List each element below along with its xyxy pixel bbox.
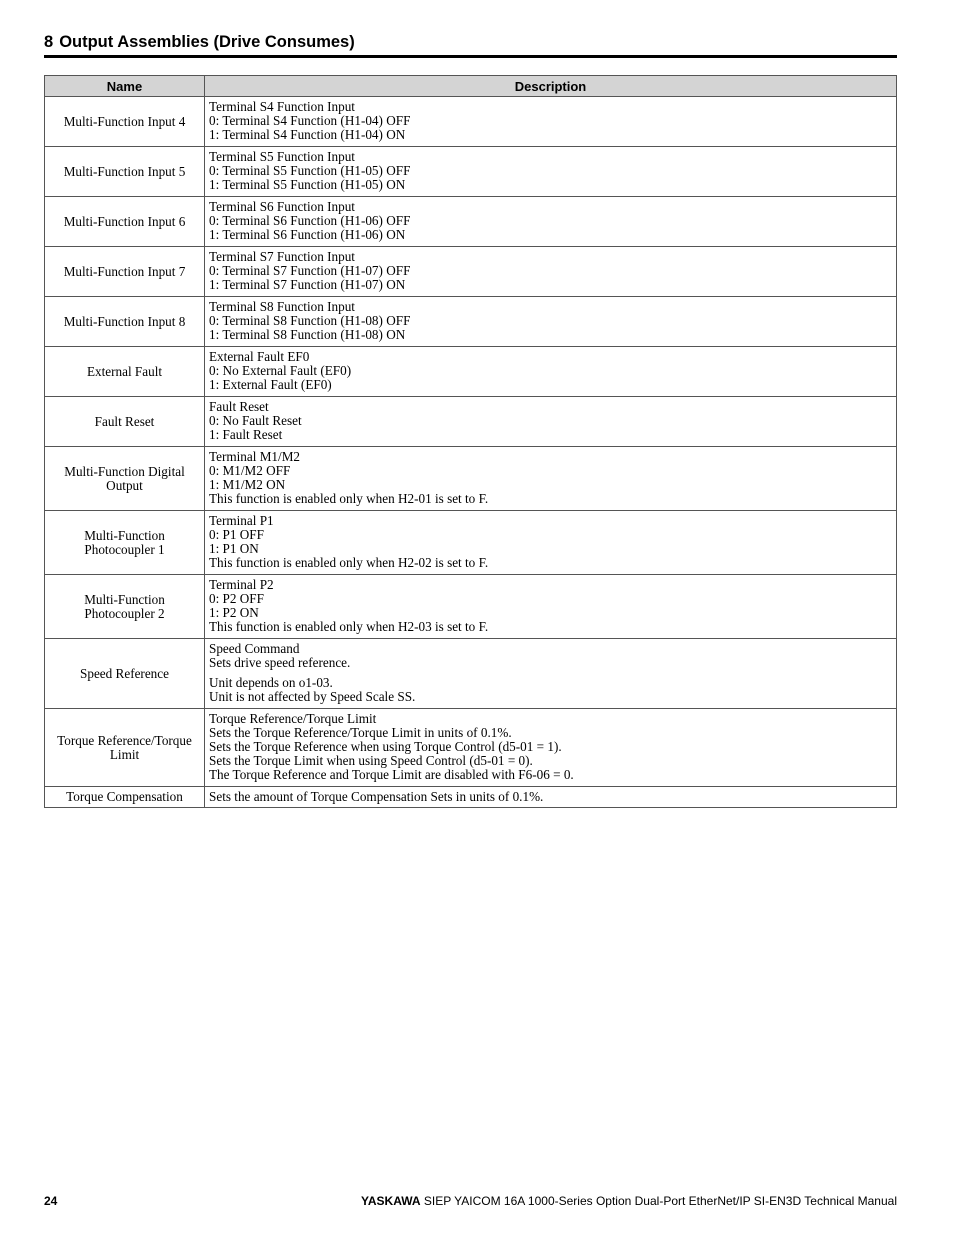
description-line: Terminal S4 Function Input [209, 99, 355, 114]
description-line: 1: Fault Reset [209, 427, 283, 442]
table-row [45, 97, 897, 147]
section-heading [44, 33, 897, 58]
description-line: Sets the Torque Limit when using Speed Control (d5-01 = 0). [209, 753, 533, 768]
description-line: 1: External Fault (EF0) [209, 377, 332, 392]
description-line: Terminal S6 Function Input [209, 199, 355, 214]
row-name: Multi-Function Digital Output [45, 447, 205, 511]
row-description [205, 147, 897, 197]
table-header-row [45, 76, 897, 97]
table-row [45, 347, 897, 397]
table-row [45, 511, 897, 575]
description-line: Unit is not affected by Speed Scale SS. [209, 689, 416, 704]
row-description [205, 247, 897, 297]
section-number: 8 [44, 33, 54, 51]
description-line: 0: Terminal S5 Function (H1-05) OFF [209, 163, 411, 178]
description-line: This function is enabled only when H2-02 is set to F. [209, 555, 489, 570]
row-name: Multi-Function Input 8 [45, 297, 205, 347]
table-row [45, 147, 897, 197]
description-line: 1: Terminal S7 Function (H1-07) ON [209, 277, 406, 292]
description-line: Terminal S8 Function Input [209, 299, 355, 314]
description-line: 1: P2 ON [209, 605, 259, 620]
manual-title [361, 1194, 897, 1208]
description-line: Sets the Torque Reference/Torque Limit in units of 0.1%. [209, 725, 512, 740]
table-row [45, 247, 897, 297]
row-description [205, 197, 897, 247]
row-description [205, 575, 897, 639]
manual-name: SIEP YAICOM 16A 1000-Series Option Dual-Port EtherNet/IP SI-EN3D Technical Manual [420, 1194, 897, 1208]
description-line: Sets the Torque Reference when using Torque Control (d5-01 = 1). [209, 739, 562, 754]
row-name: Multi-Function Input 5 [45, 147, 205, 197]
description-line: Sets the amount of Torque Compensation Sets in units of 0.1%. [209, 789, 544, 804]
table-row [45, 397, 897, 447]
description-line: 0: P2 OFF [209, 591, 264, 606]
header-name: Name [45, 76, 205, 97]
description-line: 0: M1/M2 OFF [209, 463, 291, 478]
row-name: Multi-Function Input 6 [45, 197, 205, 247]
description-line: Terminal S7 Function Input [209, 249, 355, 264]
description-line: 1: Terminal S8 Function (H1-08) ON [209, 327, 406, 342]
description-line: Terminal S5 Function Input [209, 149, 355, 164]
description-line: 0: Terminal S8 Function (H1-08) OFF [209, 313, 411, 328]
row-description [205, 97, 897, 147]
description-line: Fault Reset [209, 399, 269, 414]
table-row [45, 787, 897, 808]
description-line: Terminal P1 [209, 513, 274, 528]
section-title: Output Assemblies (Drive Consumes) [59, 33, 355, 51]
description-line: Torque Reference/Torque Limit [209, 711, 377, 726]
row-description [205, 397, 897, 447]
table-row [45, 639, 897, 709]
table-row [45, 447, 897, 511]
row-description [205, 709, 897, 787]
brand-name: YASKAWA [360, 1194, 421, 1208]
table-row [45, 575, 897, 639]
description-line: 0: Terminal S7 Function (H1-07) OFF [209, 263, 411, 278]
row-description [205, 347, 897, 397]
description-line: The Torque Reference and Torque Limit are disabled with F6-06 = 0. [209, 767, 574, 782]
description-line: Terminal P2 [209, 577, 274, 592]
description-line: 0: P1 OFF [209, 527, 264, 542]
description-line: 0: Terminal S6 Function (H1-06) OFF [209, 213, 411, 228]
description-line: This function is enabled only when H2-03 is set to F. [209, 619, 489, 634]
description-line: 1: Terminal S6 Function (H1-06) ON [209, 227, 406, 242]
page-number: 24 [44, 1194, 58, 1208]
description-line: 1: M1/M2 ON [209, 477, 286, 492]
description-line: This function is enabled only when H2-01 is set to F. [209, 491, 489, 506]
row-description [205, 447, 897, 511]
header-description: Description [205, 76, 897, 97]
row-name: Fault Reset [45, 397, 205, 447]
row-description [205, 511, 897, 575]
row-name: Speed Reference [45, 639, 205, 709]
row-description [205, 639, 897, 709]
description-line: 1: P1 ON [209, 541, 259, 556]
table-row [45, 197, 897, 247]
row-name: Multi-Function Input 4 [45, 97, 205, 147]
table-row [45, 709, 897, 787]
description-line: External Fault EF0 [209, 349, 310, 364]
description-line: Sets drive speed reference. [209, 655, 351, 670]
description-line: 0: Terminal S4 Function (H1-04) OFF [209, 113, 411, 128]
description-line: Speed Command [209, 641, 300, 656]
row-name: Multi-Function Input 7 [45, 247, 205, 297]
table-row [45, 297, 897, 347]
row-name: Torque Reference/Torque Limit [45, 709, 205, 787]
row-name: Torque Compensation [45, 787, 205, 808]
description-line: 0: No External Fault (EF0) [209, 363, 352, 378]
row-name: Multi-Function Photocoupler 2 [45, 575, 205, 639]
description-line: Unit depends on o1-03. [209, 675, 333, 690]
row-description [205, 297, 897, 347]
description-line: 1: Terminal S5 Function (H1-05) ON [209, 177, 406, 192]
description-line: Terminal M1/M2 [209, 449, 301, 464]
row-name: External Fault [45, 347, 205, 397]
output-assemblies-table [44, 75, 897, 808]
description-line: 1: Terminal S4 Function (H1-04) ON [209, 127, 406, 142]
row-name: Multi-Function Photocoupler 1 [45, 511, 205, 575]
row-description [205, 787, 897, 808]
description-line: 0: No Fault Reset [209, 413, 302, 428]
